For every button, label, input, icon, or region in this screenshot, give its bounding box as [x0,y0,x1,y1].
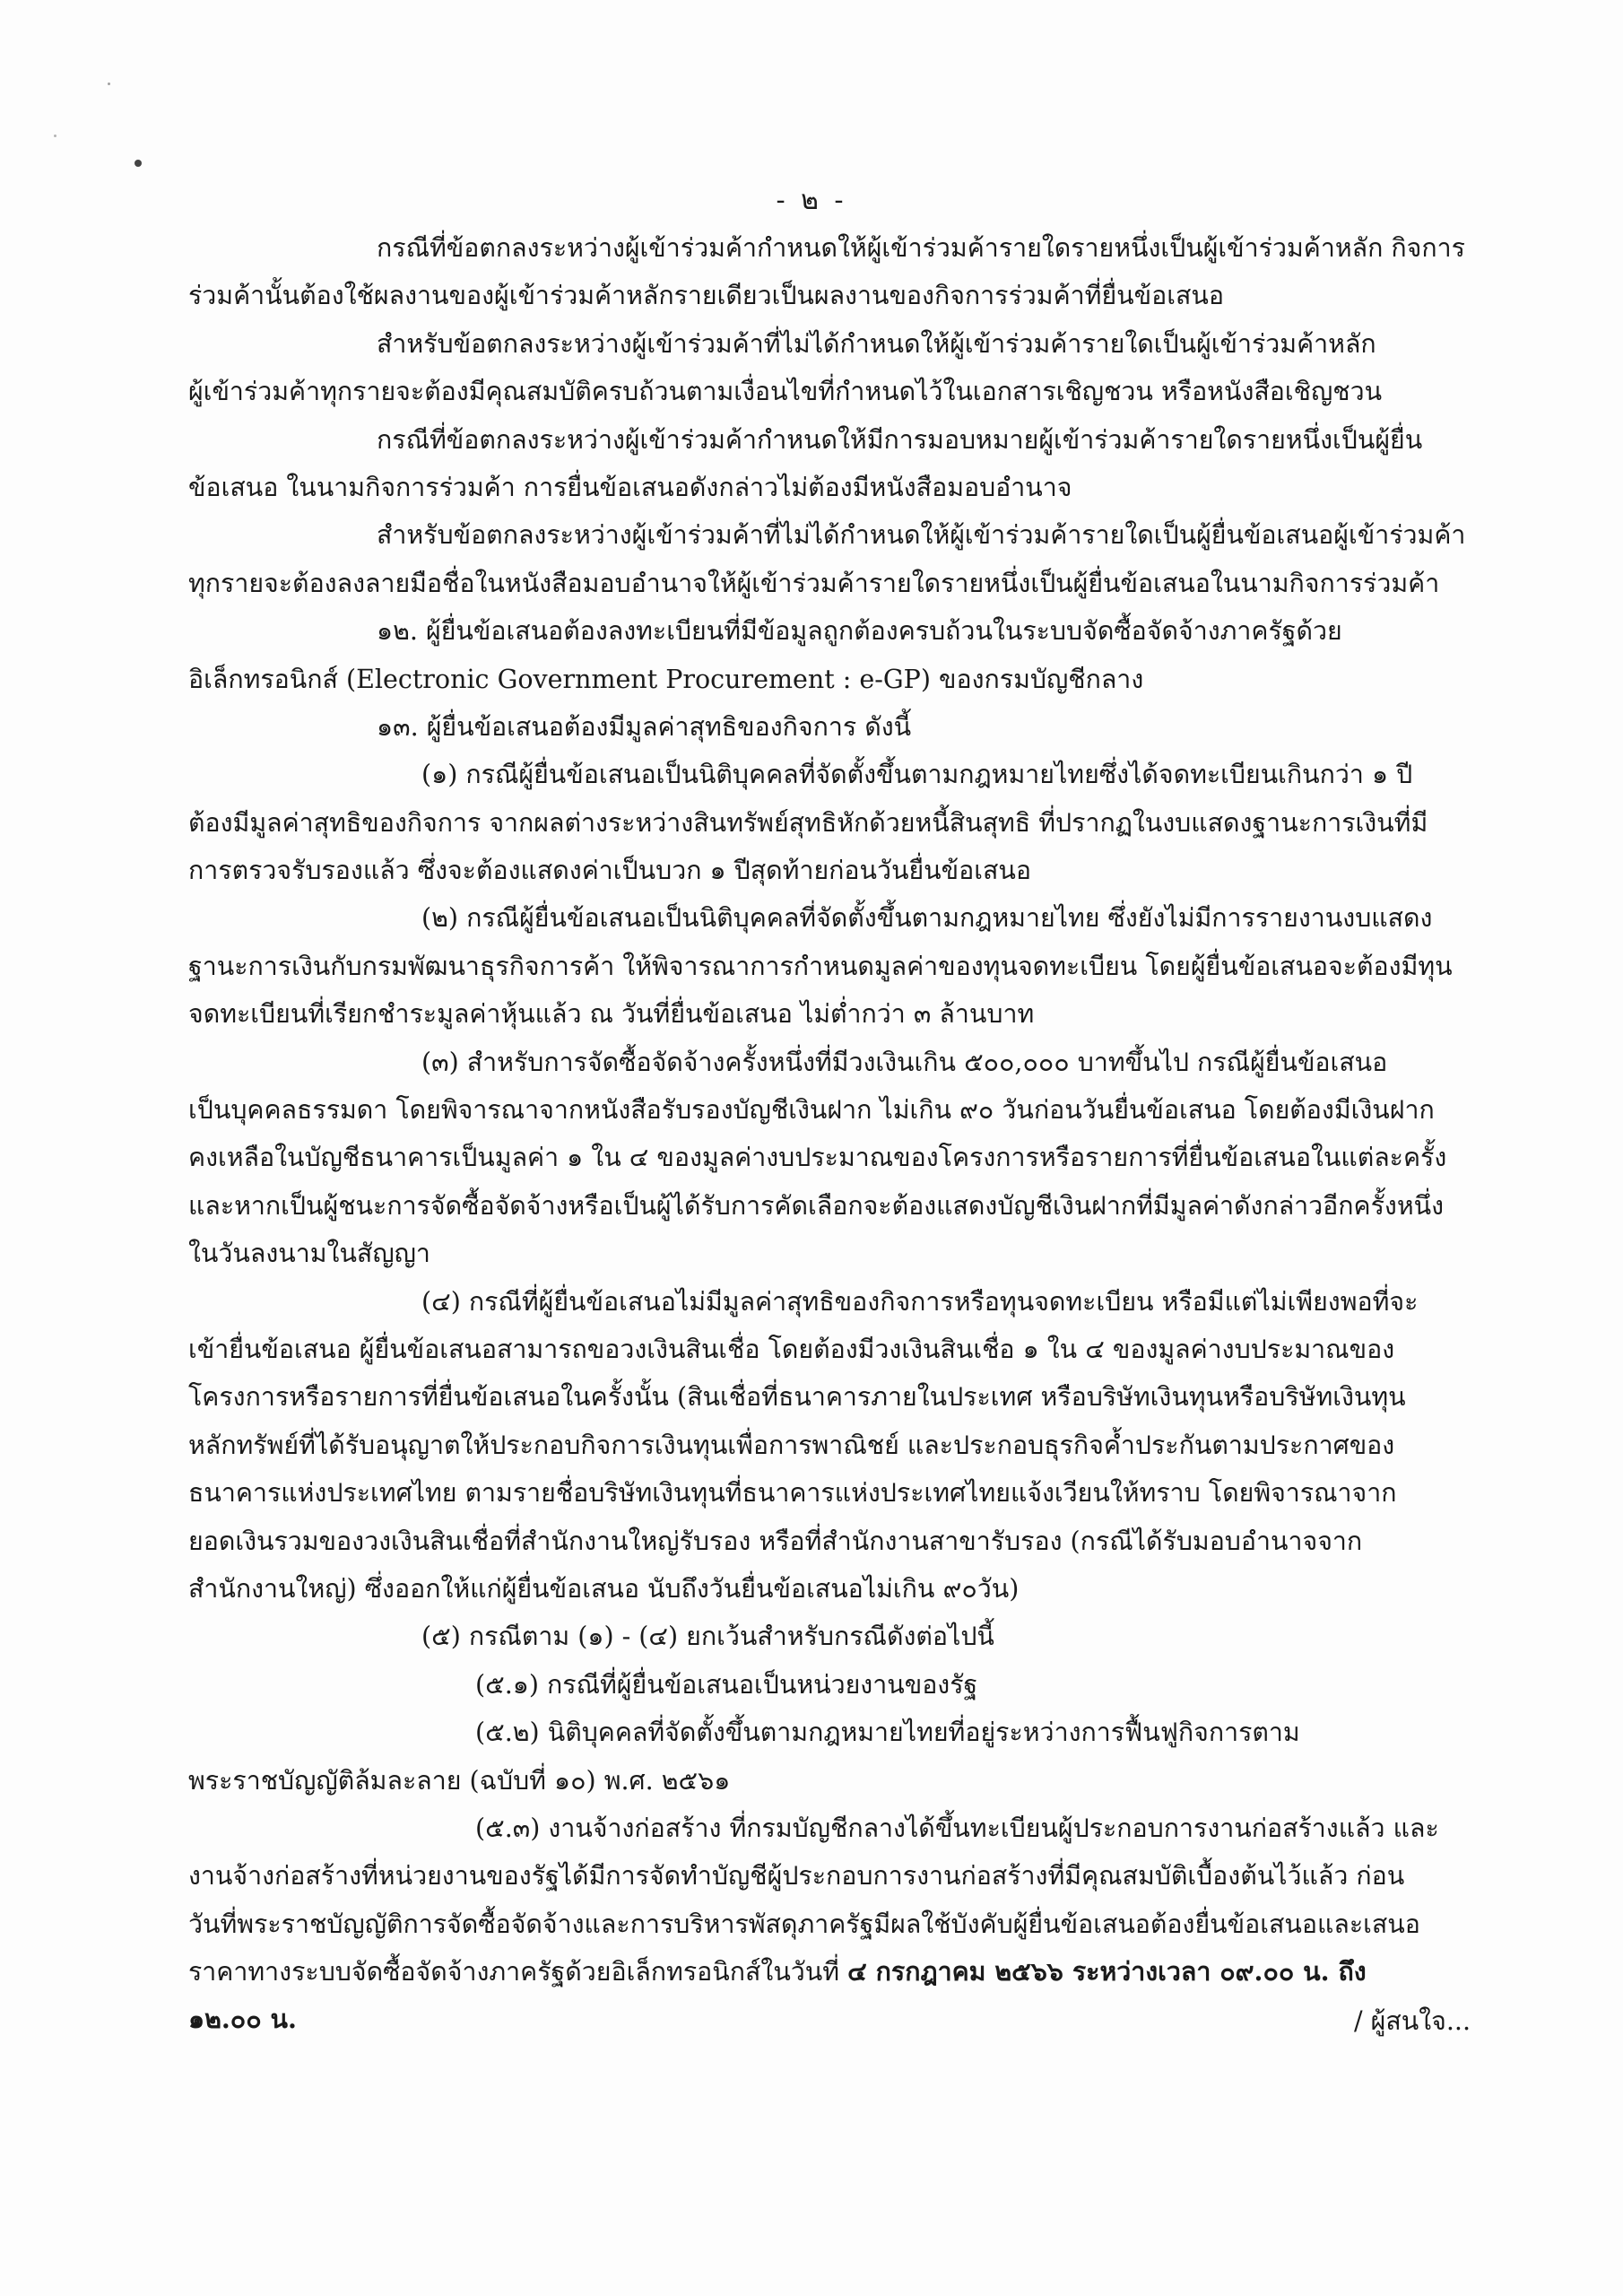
text-line: โครงการหรือรายการที่ยื่นข้อเสนอในครั้งนั้น (สินเชื่อที่ธนาคารภายในประเทศ หรือบริษัทเงินทุนหรือบริษัทเงินทุน [188,1382,1406,1413]
text-line: ฐานะการเงินกับกรมพัฒนาธุรกิจการค้า ให้พิจารณาการกำหนดมูลค่าของทุนจดทะเบียน โดยผู้ยื่นข้อเสนอจะต้องมีทุน [188,951,1453,981]
scan-speck [108,83,110,85]
text-line: ร่วมค้านั้นต้องใช้ผลงานของผู้เข้าร่วมค้าหลักรายเดียวเป็นผลงานของกิจการร่วมค้าที่ยื่นข้อเสนอ [188,281,1224,311]
text-line: สำหรับข้อตกลงระหว่างผู้เข้าร่วมค้าที่ไม่ได้กำหนดให้ผู้เข้าร่วมค้ารายใดเป็นผู้ยื่นข้อเสนอผู้เข้าร่วมค้า [377,520,1466,551]
text-line: ๑๒. ผู้ยื่นข้อเสนอต้องลงทะเบียนที่มีข้อมูลถูกต้องครบถ้วนในระบบจัดซื้อจัดจ้างภาครัฐด้วย [377,616,1342,647]
text-line: หลักทรัพย์ที่ได้รับอนุญาตให้ประกอบกิจการเงินทุนเพื่อการพาณิชย์ และประกอบธุรกิจค้ำประกันตามประกาศของ [188,1430,1395,1460]
text-line: งานจ้างก่อสร้างที่หน่วยงานของรัฐได้มีการจัดทำบัญชีผู้ประกอบการงานก่อสร้างที่มีคุณสมบัติเบื้องต้นไว้แล้ว ก่อน [188,1861,1405,1892]
text-line: (๒) กรณีผู้ยื่นข้อเสนอเป็นนิติบุคคลที่จัดตั้งขึ้นตามกฎหมายไทย ซึ่งยังไม่มีการรายงานงบแสดง [421,903,1433,934]
scan-speck [54,135,56,137]
text-line: กรณีที่ข้อตกลงระหว่างผู้เข้าร่วมค้ากำหนดให้ผู้เข้าร่วมค้ารายใดรายหนึ่งเป็นผู้เข้าร่วมค้าหลัก กิจการ [377,233,1465,263]
text-line: สำหรับข้อตกลงระหว่างผู้เข้าร่วมค้าที่ไม่ได้กำหนดให้ผู้เข้าร่วมค้ารายใดเป็นผู้เข้าร่วมค้าหลัก [377,328,1376,359]
text-line: เข้ายื่นข้อเสนอ ผู้ยื่นข้อเสนอสามารถขอวงเงินสินเชื่อ โดยต้องมีวงเงินสินเชื่อ ๑ ใน ๔ ของมูลค่างบประมาณของ [188,1334,1395,1364]
text-line: คงเหลือในบัญชีธนาคารเป็นมูลค่า ๑ ใน ๔ ของมูลค่างบประมาณของโครงการหรือรายการที่ยื่นข้อเสนอในแต่ละครั้ง [188,1143,1447,1173]
continuation-note: / ผู้สนใจ... [1353,2006,1471,2036]
text-line: (๕.๒) นิติบุคคลที่จัดตั้งขึ้นตามกฎหมายไทยที่อยู่ระหว่างการฟื้นฟูกิจการตาม [475,1718,1300,1748]
text-line: (๕) กรณีตาม (๑) - (๔) ยกเว้นสำหรับกรณีดังต่อไปนี้ [421,1622,994,1652]
text-line: พระราชบัญญัติล้มละลาย (ฉบับที่ ๑๐) พ.ศ. ๒๕๖๑ [188,1765,731,1796]
text-line: เป็นบุคคลธรรมดา โดยพิจารณาจากหนังสือรับรองบัญชีเงินฝาก ไม่เกิน ๙๐ วันก่อนวันยื่นข้อเสนอ โดยต้องมีเงินฝาก [188,1095,1435,1126]
text-line: (๔) กรณีที่ผู้ยื่นข้อเสนอไม่มีมูลค่าสุทธิของกิจการหรือทุนจดทะเบียน หรือมีแต่ไม่เพียงพอที่จะ [421,1286,1419,1317]
document-body [188,224,1471,2044]
text-line: (๕.๑) กรณีที่ผู้ยื่นข้อเสนอเป็นหน่วยงานของรัฐ [475,1669,978,1700]
text-line: (๑) กรณีผู้ยื่นข้อเสนอเป็นนิติบุคคลที่จัดตั้งขึ้นตามกฎหมายไทยซึ่งได้จดทะเบียนเกินกว่า ๑ ปี [421,760,1413,790]
page-number: - ๒ - [776,185,847,216]
text-line: อิเล็กทรอนิกส์ (Electronic Government Procurement : e-GP) ของกรมบัญชีกลาง [188,664,1144,694]
text-line: ผู้เข้าร่วมค้าทุกรายจะต้องมีคุณสมบัติครบถ้วนตามเงื่อนไขที่กำหนดไว้ในเอกสารเชิญชวน หรือหนังสือเชิญชวน [188,377,1383,407]
text-line: ยอดเงินรวมของวงเงินสินเชื่อที่สำนักงานใหญ่รับรอง หรือที่สำนักงานสาขารับรอง (กรณีได้รับมอบอำนาจจาก [188,1526,1363,1556]
text-line: การตรวจรับรองแล้ว ซึ่งจะต้องแสดงค่าเป็นบวก ๑ ปีสุดท้ายก่อนวันยื่นข้อเสนอ [188,856,1031,886]
scan-speck [135,160,142,167]
text-line: ข้อเสนอ ในนามกิจการร่วมค้า การยื่นข้อเสนอดังกล่าวไม่ต้องมีหนังสือมอบอำนาจ [188,472,1072,502]
text-line: วันที่พระราชบัญญัติการจัดซื้อจัดจ้างและการบริหารพัสดุภาครัฐมีผลใช้บังคับผู้ยื่นข้อเสนอต้องยื่นข้อเสนอและเสนอ [188,1909,1420,1939]
text-line: สำนักงานใหญ่) ซึ่งออกให้แก่ผู้ยื่นข้อเสนอ นับถึงวันยื่นข้อเสนอไม่เกิน ๙๐วัน) [188,1573,1020,1604]
text-line: จดทะเบียนที่เรียกชำระมูลค่าหุ้นแล้ว ณ วันที่ยื่นข้อเสนอ ไม่ต่ำกว่า ๓ ล้านบาท [188,999,1035,1030]
submission-date-time: ๔ กรกฎาคม ๒๕๖๖ ระหว่างเวลา ๐๙.๐๐ น. ถึง [847,1956,1367,1987]
text-line: (๓) สำหรับการจัดซื้อจัดจ้างครั้งหนึ่งที่มีวงเงินเกิน ๕๐๐,๐๐๐ บาทขึ้นไป กรณีผู้ยื่นข้อเสนอ [421,1047,1388,1077]
text-line: กรณีที่ข้อตกลงระหว่างผู้เข้าร่วมค้ากำหนดให้มีการมอบหมายผู้เข้าร่วมค้ารายใดรายหนึ่งเป็นผู้ยื่น [377,424,1423,455]
text-line: ๑๓. ผู้ยื่นข้อเสนอต้องมีมูลค่าสุทธิของกิจการ ดังนี้ [377,711,912,742]
text-line: ในวันลงนามในสัญญา [188,1239,430,1269]
text-line: ทุกรายจะต้องลงลายมือชื่อในหนังสือมอบอำนาจให้ผู้เข้าร่วมค้ารายใดรายหนึ่งเป็นผู้ยื่นข้อเสนอในนามกิจการร่วมค้า [188,568,1440,598]
date-line-text: ราคาทางระบบจัดซื้อจัดจ้างภาครัฐด้วยอิเล็กทรอนิกส์ในวันที่ [188,1957,848,1987]
text-line: (๕.๓) งานจ้างก่อสร้าง ที่กรมบัญชีกลางได้ขึ้นทะเบียนผู้ประกอบการงานก่อสร้างแล้ว และ [475,1813,1439,1843]
text-line: ธนาคารแห่งประเทศไทย ตามรายชื่อบริษัทเงินทุนที่ธนาคารแห่งประเทศไทยแจ้งเวียนให้ทราบ โดยพิจารณาจาก [188,1478,1397,1509]
submission-end-time: ๑๒.๐๐ น. [188,2004,297,2035]
text-line: และหากเป็นผู้ชนะการจัดซื้อจัดจ้างหรือเป็นผู้ได้รับการคัดเลือกจะต้องแสดงบัญชีเงินฝากที่มีมูลค่าดังกล่าวอีกครั้งหนึ่ง [188,1190,1445,1221]
text-line: ต้องมีมูลค่าสุทธิของกิจการ จากผลต่างระหว่างสินทรัพย์สุทธิหักด้วยหนี้สินสุทธิ ที่ปรากฏในงบแสดงฐานะการเงินที่มี [188,807,1428,838]
date-line [188,1948,1471,1996]
